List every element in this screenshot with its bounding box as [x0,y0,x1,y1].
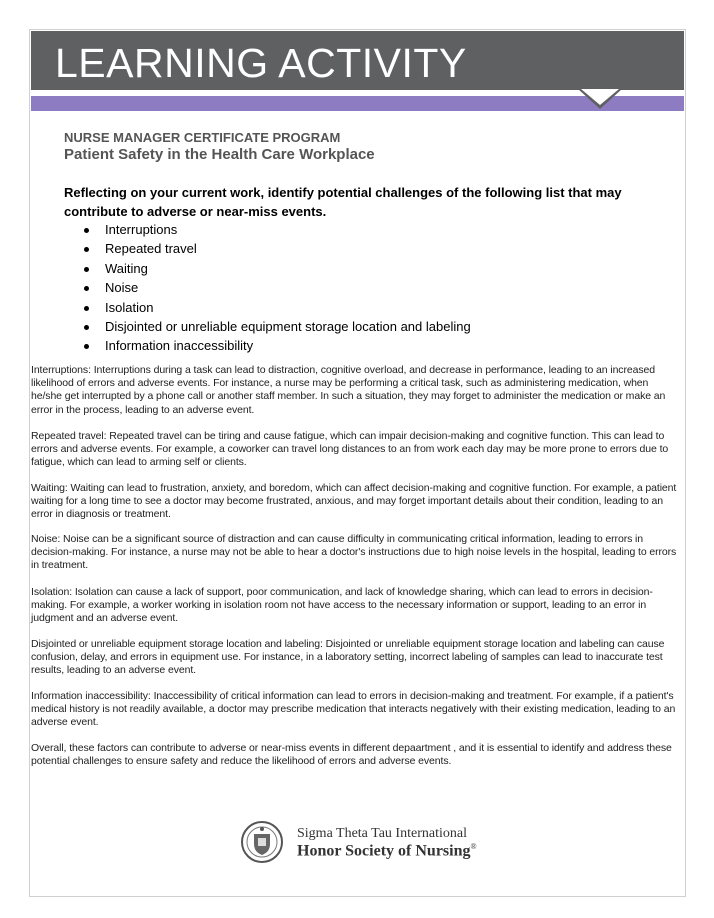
registered-mark: ® [470,842,477,851]
list-item-label: Disjointed or unreliable equipment storage location and labeling [105,318,471,334]
list-item-label: Information inaccessibility [105,338,254,354]
list-item [84,259,471,278]
paragraph-interruptions: Interruptions: Interruptions during a task can lead to distraction, cognitive overload, and decrease in performance, leading to an increased likelihood of errors and adverse events. For instance, a nurse may be performing a critical task, such as administering medication, when he/she get interrupted by a phone call or another staff member. In such a situation, they may forget to administer the medication or make an error in the process, leading to an adverse event. [31,364,666,416]
banner-title: LEARNING ACTIVITY [55,40,467,86]
bullet-icon [84,267,89,272]
list-item [84,298,471,317]
paragraph-overall: Overall, these factors can contribute to adverse or near-miss events in different depaartment , and it is essential to identify and address these potential challenges to ensure safety and reduce the likelihood of errors and adverse events. [31,742,672,768]
org-name-line2 [297,842,477,860]
list-item [84,317,471,336]
activity-prompt: Reflecting on your current work, identify potential challenges of the following list that may contribute to adverse or near-miss events. [64,185,622,219]
bullet-icon [84,306,89,311]
list-item [84,220,471,239]
org-name-line1: Sigma Theta Tau International [297,826,467,841]
list-item-label: Interruptions [105,222,178,237]
org-name-line2-text: Honor Society of Nursing [297,842,471,860]
list-item [84,336,471,355]
activity-subtitle: Patient Safety in the Health Care Workplace [64,146,375,163]
sigma-logo [240,820,480,868]
paragraph-isolation: Isolation: Isolation can cause a lack of support, poor communication, and lack of knowledge sharing, which can lead to errors in decision-making. For example, a worker working in isolation room not have access to the necessary information or support, leading to an error in judgment and an adverse event. [31,586,653,625]
bullet-icon [84,228,89,233]
banner-notch-inner [581,89,619,105]
program-name: NURSE MANAGER CERTIFICATE PROGRAM [64,130,341,145]
bullet-icon [84,325,89,330]
challenge-list [84,220,471,356]
bullet-icon [84,286,89,291]
list-item-label: Noise [105,280,139,296]
paragraph-noise: Noise: Noise can be a significant source of distraction and can cause difficulty in communicating critical information, leading to errors in decision-making. For instance, a nurse may not be able to hear a doctor's instructions due to high noise levels in the hospital, leading to errors in treatment. [31,533,677,572]
list-item-label: Repeated travel [105,241,197,257]
paragraph-information: Information inaccessibility: Inaccessibility of critical information can lead to errors in decision-making and treatment. For example, if a patient's medical history is not readily available, a doctor may prescribe medication that interacts negatively with their existing medication, leading to an adverse event. [31,690,676,729]
list-item [84,278,471,297]
seal-icon [240,820,284,864]
paragraph-waiting: Waiting: Waiting can lead to frustration, anxiety, and boredom, which can affect decision-making and cognitive function. For example, a patient waiting for a long time to see a doctor may become frustrated, anxious, and may forget important details about their condition, leading to an error in diagnosis or treatment. [31,482,677,521]
paragraph-repeated-travel: Repeated travel: Repeated travel can be tiring and cause fatigue, which can impair decision-making and cognitive function. This can lead to errors and adverse events. For example, a coworker can travel long distances to an from work each day may be more prone to errors due to fatigue, which can lead to arming self or clients. [31,430,669,469]
list-item [84,239,471,258]
paragraph-equipment: Disjointed or unreliable equipment storage location and labeling: Disjointed or unreliable equipment storage location and labeling can cause confusion, delay, and errors in equipment use. For instance, in a laboratory setting, incorrect labeling of samples can lead to inaccurate test results, leading to an adverse event. [31,638,665,677]
bullet-icon [84,247,89,252]
title-banner [31,31,684,90]
bullet-icon [84,344,89,349]
list-item-label: Waiting [105,260,148,276]
list-item-label: Isolation [105,299,154,315]
